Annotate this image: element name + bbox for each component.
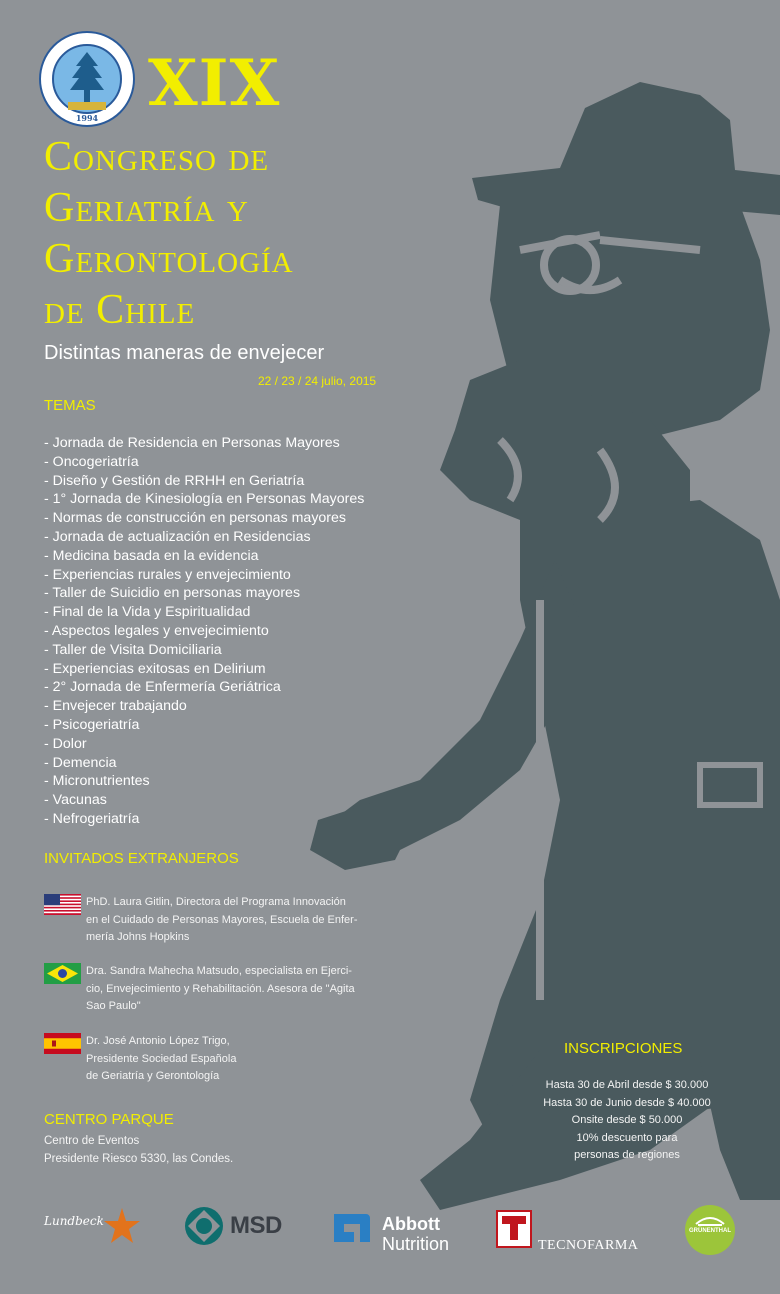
tecnofarma-logo [496,1210,656,1253]
topic-item: - Nefrogeriatría [44,810,140,827]
abbott-wordmark: Abbott [382,1214,440,1234]
brazil-flag-icon [44,963,81,984]
topic-item: - Oncogeriatría [44,453,139,470]
venue-heading: CENTRO PARQUE [44,1111,174,1128]
price-line: personas de regiones [574,1149,680,1161]
usa-flag-icon [44,894,81,915]
venue-line: Centro de Eventos [44,1135,140,1147]
price-line: Onsite desde $ 50.000 [571,1114,683,1126]
msd-wordmark: MSD [230,1212,282,1239]
guest-text [86,1033,396,1086]
title-line: Gerontología [44,236,294,282]
tecnofarma-wordmark: TECNOFARMA [538,1238,639,1253]
topics-list [44,434,364,829]
topic-item: - Demencia [44,754,117,771]
guest-text [86,963,396,1016]
venue-line: Presidente Riesco 5330, las Condes. [44,1153,234,1165]
topic-item: - Vacunas [44,792,107,809]
congress-title [44,132,294,336]
temas-heading: TEMAS [44,397,96,414]
topic-item: - Aspectos legales y envejecimiento [44,622,269,639]
grunenthal-wordmark: GRÜNENTHAL [689,1228,731,1234]
guest-line: cio, Envejecimiento y Rehabilitación. Asesora de "Agita [86,982,355,995]
guest-text [86,894,396,947]
title-line: Geriatría y [44,185,249,231]
edition-number: XIX [148,46,281,121]
price-line: 10% descuento para [576,1131,678,1144]
lundbeck-logo [44,1196,154,1246]
title-line: de Chile [44,287,196,333]
guest-line: Dr. José Antonio López Trigo, [86,1035,230,1047]
msd-symbol-icon [184,1206,224,1246]
topic-item: - Jornada de actualización en Residencias [44,528,311,545]
topic-item: - Normas de construcción en personas mayores [44,510,347,527]
topic-item: - Taller de Visita Domiciliaria [44,641,222,658]
topic-item: - Diseño y Gestión de RRHH en Geriatría [44,472,305,489]
spain-flag-icon [44,1033,81,1054]
society-seal-logo [38,30,136,128]
topic-item: - Envejecer trabajando [44,698,187,715]
price-line: Hasta 30 de Abril desde $ 30.000 [545,1079,709,1091]
topic-item: - Experiencias rurales y envejecimiento [44,566,291,583]
guest-line: de Geriatría y Gerontología [86,1070,220,1082]
inscripciones-heading: INSCRIPCIONES [564,1040,683,1057]
seal-year: 1994 [75,113,99,123]
lundbeck-wordmark: Lundbeck [44,1214,104,1228]
title-line: Congreso de [44,134,270,180]
venue-details [44,1132,233,1168]
topic-item: - 1° Jornada de Kinesiología en Personas Mayores [44,491,365,508]
guest-line: Presidente Sociedad Española [86,1052,237,1065]
topic-item: - Micronutrientes [44,773,150,790]
abbott-symbol-icon [330,1210,374,1246]
topic-item: - Medicina basada en la evidencia [44,547,259,564]
topic-item: - Experiencias exitosas en Delirium [44,660,266,677]
congress-date: 22 / 23 / 24 julio, 2015 [258,374,377,388]
topic-item: - Final de la Vida y Espiritualidad [44,604,251,621]
price-line: Hasta 30 de Junio desde $ 40.000 [543,1096,711,1109]
abbott-nutrition-wordmark: Nutrition [382,1234,450,1254]
guest-line: PhD. Laura Gitlin, Directora del Programa Innovación [86,896,346,908]
guest-line: Sao Paulo" [86,1000,141,1012]
grunenthal-logo [684,1204,736,1256]
topic-item: - Dolor [44,735,87,752]
msd-logo [184,1206,304,1246]
inscripciones-prices [512,1077,742,1165]
topic-item: - Taller de Suicidio en personas mayores [44,585,301,602]
topic-item: - Psicogeriatría [44,716,140,733]
guest-line: Dra. Sandra Mahecha Matsudo, especialista en Ejerci- [86,965,352,977]
topic-item: - 2° Jornada de Enfermería Geriátrica [44,679,281,696]
guest-line: mería Johns Hopkins [86,931,190,943]
guest-line: en el Cuidado de Personas Mayores, Escuela de Enfer- [86,913,358,926]
congress-subtitle: Distintas maneras de envejecer [44,342,325,364]
topic-item: - Jornada de Residencia en Personas Mayores [44,435,340,451]
abbott-logo [330,1208,470,1252]
tecnofarma-symbol-icon [496,1210,532,1248]
sponsor-logos [0,1196,780,1266]
starfish-icon [102,1206,142,1246]
invitados-heading: INVITADOS EXTRANJEROS [44,850,239,867]
